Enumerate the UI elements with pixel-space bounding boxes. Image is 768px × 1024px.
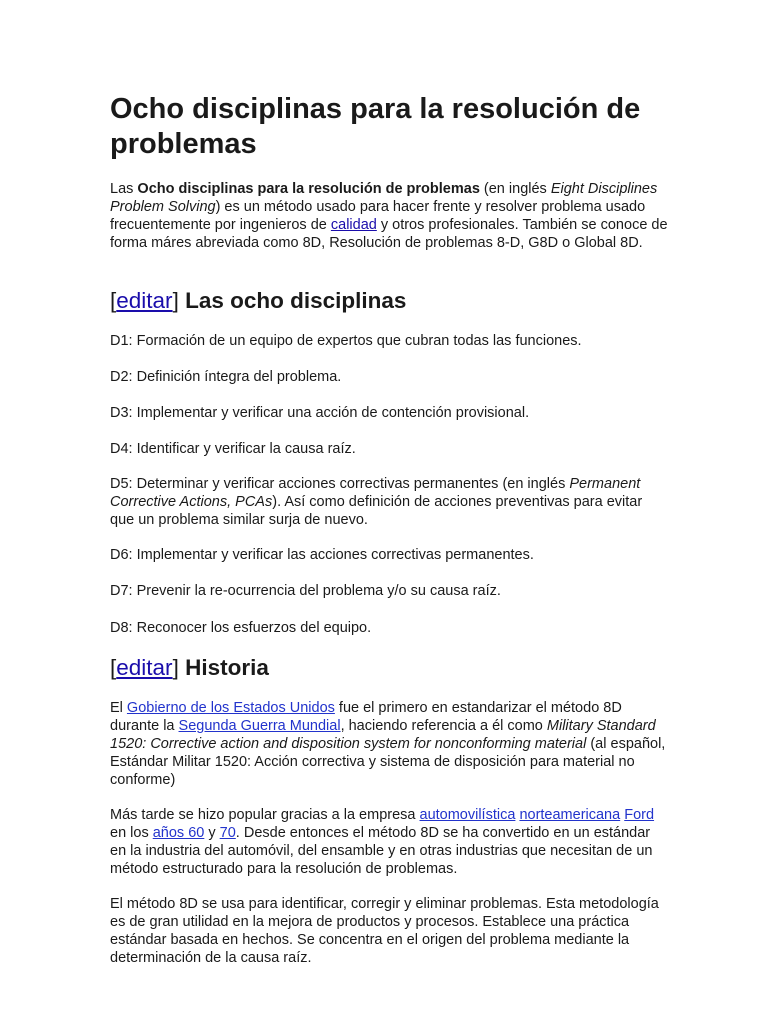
history-standard-name: Military Standard 1520: Corrective action and disposition system for nonconforming material bbox=[110, 718, 656, 752]
section-heading-historia bbox=[110, 654, 269, 682]
history-text: fue el primero en estandarizar el método 8D durante la bbox=[110, 700, 622, 734]
history-text: y bbox=[204, 825, 220, 841]
history-text: en los bbox=[110, 825, 153, 841]
discipline-d7: D7: Prevenir la re-ocurrencia del problema y/o su causa raíz. bbox=[110, 583, 501, 599]
discipline-d2: D2: Definición íntegra del problema. bbox=[110, 369, 342, 385]
discipline-english-term: Permanent Corrective Actions, PCAs bbox=[110, 476, 641, 510]
link-calidad[interactable]: calidad bbox=[330, 217, 377, 233]
bracket: [ bbox=[110, 655, 117, 680]
discipline-d6: D6: Implementar y verificar las acciones correctivas permanentes. bbox=[110, 547, 534, 563]
history-text: Más tarde se hizo popular gracias a la empresa bbox=[110, 807, 420, 823]
history-text: . Desde entonces el método 8D se ha convertido en un estándar en la industria del automóvil, del ensamble y en otras industrias que necesitan de un método estructurado para la resolución de problemas. bbox=[110, 825, 653, 877]
history-paragraph-3: El método 8D se usa para identificar, corregir y eliminar problemas. Esta metodología es de gran utilidad en la mejora de productos y procesos. Establece una práctica estándar basada en hechos. Se concentra en el origen del problema mediante la determinación de la causa raíz. bbox=[110, 896, 659, 966]
link-ford[interactable]: Ford bbox=[624, 807, 655, 823]
intro-text: ) es un método usado para hacer frente y resolver problema usado frecuentemente por ingenieros de bbox=[110, 199, 646, 233]
bracket: [ bbox=[110, 288, 117, 313]
section-heading-disciplinas bbox=[110, 287, 406, 315]
history-paragraph-1 bbox=[110, 699, 670, 789]
history-paragraph-2 bbox=[110, 806, 670, 878]
link-segunda-guerra[interactable]: Segunda Guerra Mundial bbox=[178, 718, 341, 734]
history-text: El bbox=[110, 700, 127, 716]
edit-link-historia[interactable]: editar bbox=[116, 655, 173, 680]
bracket: ] bbox=[172, 655, 179, 680]
intro-text: y otros profesionales. También se conoce de forma máres abreviada como 8D, Resolución de problemas 8-D, G8D o Global 8D. bbox=[110, 217, 668, 251]
intro-text: Las bbox=[110, 181, 138, 197]
intro-text: (en inglés bbox=[479, 181, 551, 197]
history-text: , haciendo referencia a él como bbox=[340, 718, 547, 734]
discipline-d5 bbox=[110, 475, 670, 529]
discipline-d3: D3: Implementar y verificar una acción de contención provisional. bbox=[110, 405, 530, 421]
link-anos-60[interactable]: años 60 bbox=[152, 825, 205, 841]
link-70[interactable]: 70 bbox=[219, 825, 236, 841]
discipline-d4: D4: Identificar y verificar la causa raíz. bbox=[110, 441, 356, 457]
link-norteamericana[interactable]: norteamericana bbox=[519, 807, 621, 823]
discipline-text: D5: Determinar y verificar acciones correctivas permanentes (en inglés bbox=[110, 476, 570, 492]
intro-english-term: Eight Disciplines Problem Solving bbox=[110, 181, 658, 215]
discipline-d1: D1: Formación de un equipo de expertos que cubran todas las funciones. bbox=[110, 333, 582, 349]
edit-link-disciplinas[interactable]: editar bbox=[116, 288, 173, 313]
discipline-text: ). Así como definición de acciones preventivas para evitar que un problema similar surja de nuevo. bbox=[110, 494, 643, 528]
page-title: Ocho disciplinas para la resolución de problemas bbox=[110, 93, 641, 160]
link-gobierno-eeuu[interactable]: Gobierno de los Estados Unidos bbox=[126, 700, 335, 716]
section-title: Historia bbox=[178, 655, 269, 680]
bracket: ] bbox=[172, 288, 179, 313]
section-title: Las ocho disciplinas bbox=[178, 288, 407, 313]
intro-bold-term: Ocho disciplinas para la resolución de problemas bbox=[137, 181, 480, 197]
link-automovilistica[interactable]: automovilística bbox=[419, 807, 516, 823]
history-text: (al español, Estándar Militar 1520: Acción correctiva y sistema de disposición para material no conforme) bbox=[110, 736, 666, 788]
discipline-d8: D8: Reconocer los esfuerzos del equipo. bbox=[110, 620, 372, 636]
intro-paragraph bbox=[110, 180, 670, 252]
